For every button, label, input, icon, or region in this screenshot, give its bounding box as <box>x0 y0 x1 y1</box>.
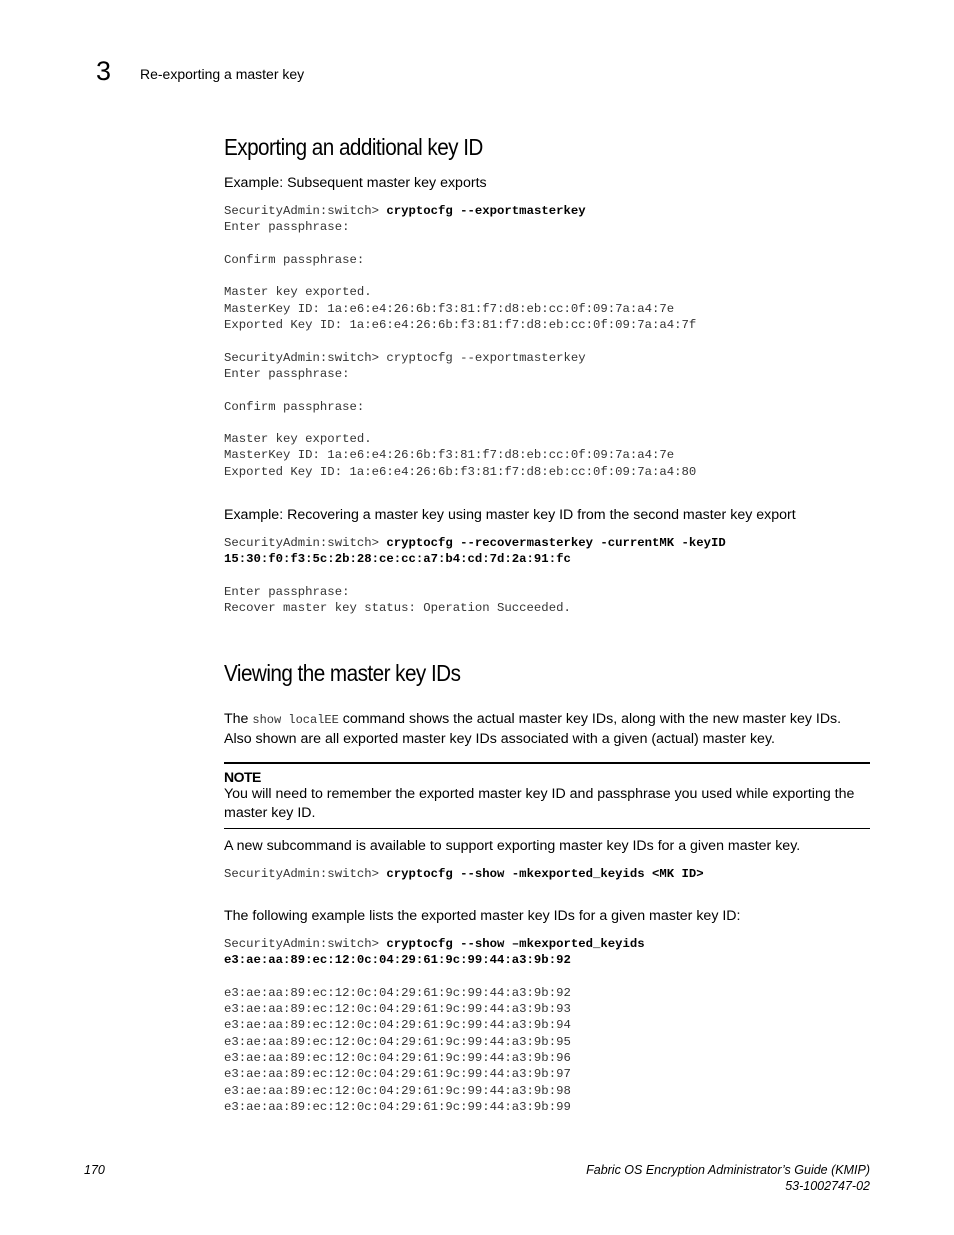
section-heading-viewing: Viewing the master key IDs <box>224 660 461 686</box>
code-line: e3:ae:aa:89:ec:12:0c:04:29:61:9c:99:44:a3:9b:99 <box>224 1099 571 1114</box>
code-block-recover <box>224 535 726 616</box>
code-command: cryptocfg --exportmasterkey <box>386 204 586 218</box>
code-line: Enter passphrase: <box>224 366 350 381</box>
code-line: Confirm passphrase: <box>224 399 365 414</box>
footer-doc-title: Fabric OS Encryption Administrator’s Guide (KMIP) <box>586 1163 870 1177</box>
code-line: SecurityAdmin:switch> cryptocfg --exportmasterkey <box>224 350 586 365</box>
code-line: Master key exported. <box>224 285 372 300</box>
code-block-show-syntax <box>224 866 704 882</box>
code-line <box>224 382 696 398</box>
code-line <box>224 551 726 567</box>
code-command: 15:30:f0:f3:5c:2b:28:ce:cc:a7:b4:cd:7d:2a:91:fc <box>224 552 571 567</box>
code-line: e3:ae:aa:89:ec:12:0c:04:29:61:9c:99:44:a3:9b:95 <box>224 1034 571 1049</box>
viewing-intro-paragraph <box>224 710 870 749</box>
code-line: e3:ae:aa:89:ec:12:0c:04:29:61:9c:99:44:a3:9b:97 <box>224 1067 571 1082</box>
note-box <box>224 762 870 829</box>
code-line <box>224 866 704 882</box>
intro-text-before: The <box>224 711 253 727</box>
code-line <box>224 535 726 551</box>
code-line <box>224 415 696 431</box>
running-title: Re-exporting a master key <box>140 66 305 82</box>
code-line <box>224 333 696 349</box>
example-caption-recovering: Example: Recovering a master key using master key ID from the second master key export <box>224 507 796 523</box>
code-line: Enter passphrase: <box>224 220 350 235</box>
code-line <box>224 936 645 952</box>
page-number: 170 <box>84 1163 105 1177</box>
code-line <box>224 952 645 968</box>
code-line: Confirm passphrase: <box>224 252 365 267</box>
code-prompt: SecurityAdmin:switch> <box>224 867 387 881</box>
code-line: Enter passphrase: <box>224 584 350 599</box>
example-caption-list-exported: The following example lists the exported master key IDs for a given master key ID: <box>224 908 741 924</box>
code-line <box>224 268 696 284</box>
code-command: e3:ae:aa:89:ec:12:0c:04:29:61:9c:99:44:a3:9b:92 <box>224 953 571 968</box>
code-line: e3:ae:aa:89:ec:12:0c:04:29:61:9c:99:44:a3:9b:98 <box>224 1083 571 1098</box>
subcommand-paragraph: A new subcommand is available to support exporting master key IDs for a given master key. <box>224 838 801 854</box>
code-line <box>224 969 645 985</box>
code-command: cryptocfg --show -mkexported_keyids <MK ID> <box>386 867 704 881</box>
code-command: cryptocfg --recovermasterkey -currentMK -keyID <box>386 536 726 550</box>
footer-doc-info <box>586 1162 870 1194</box>
code-line <box>224 236 696 252</box>
inline-command: show localEE <box>252 713 339 727</box>
code-line: Recover master key status: Operation Succeeded. <box>224 601 571 616</box>
footer-doc-number: 53-1002747-02 <box>785 1179 870 1193</box>
code-block-show-example <box>224 936 645 1115</box>
code-prompt: SecurityAdmin:switch> <box>224 937 387 951</box>
code-line: MasterKey ID: 1a:e6:e4:26:6b:f3:81:f7:d8:eb:cc:0f:09:7a:a4:7e <box>224 301 675 316</box>
intro-text-after: command shows the actual master key IDs, along with the new master key IDs. Also shown are all exported master key IDs associated with a given (actual) master key. <box>224 711 842 747</box>
chapter-number: 3 <box>96 56 112 86</box>
code-line: e3:ae:aa:89:ec:12:0c:04:29:61:9c:99:44:a3:9b:92 <box>224 985 571 1000</box>
code-line: e3:ae:aa:89:ec:12:0c:04:29:61:9c:99:44:a3:9b:93 <box>224 1002 571 1017</box>
code-line <box>224 203 696 219</box>
code-line: Exported Key ID: 1a:e6:e4:26:6b:f3:81:f7:d8:eb:cc:0f:09:7a:a4:80 <box>224 464 697 479</box>
code-line: Master key exported. <box>224 432 372 447</box>
example-caption-subsequent-exports: Example: Subsequent master key exports <box>224 175 487 191</box>
code-line <box>224 568 726 584</box>
code-line: MasterKey ID: 1a:e6:e4:26:6b:f3:81:f7:d8:eb:cc:0f:09:7a:a4:7e <box>224 448 675 463</box>
note-label: NOTE <box>224 769 261 785</box>
code-prompt: SecurityAdmin:switch> <box>224 204 387 218</box>
code-command: cryptocfg --show –mkexported_keyids <box>386 937 645 951</box>
code-prompt: SecurityAdmin:switch> <box>224 536 387 550</box>
section-heading-exporting: Exporting an additional key ID <box>224 134 483 160</box>
code-line: e3:ae:aa:89:ec:12:0c:04:29:61:9c:99:44:a3:9b:94 <box>224 1018 571 1033</box>
note-text: You will need to remember the exported master key ID and passphrase you used while exporting the master key ID. <box>224 786 855 821</box>
code-line: e3:ae:aa:89:ec:12:0c:04:29:61:9c:99:44:a3:9b:96 <box>224 1051 571 1066</box>
code-line: Exported Key ID: 1a:e6:e4:26:6b:f3:81:f7:d8:eb:cc:0f:09:7a:a4:7f <box>224 318 697 333</box>
code-block-export <box>224 203 696 480</box>
